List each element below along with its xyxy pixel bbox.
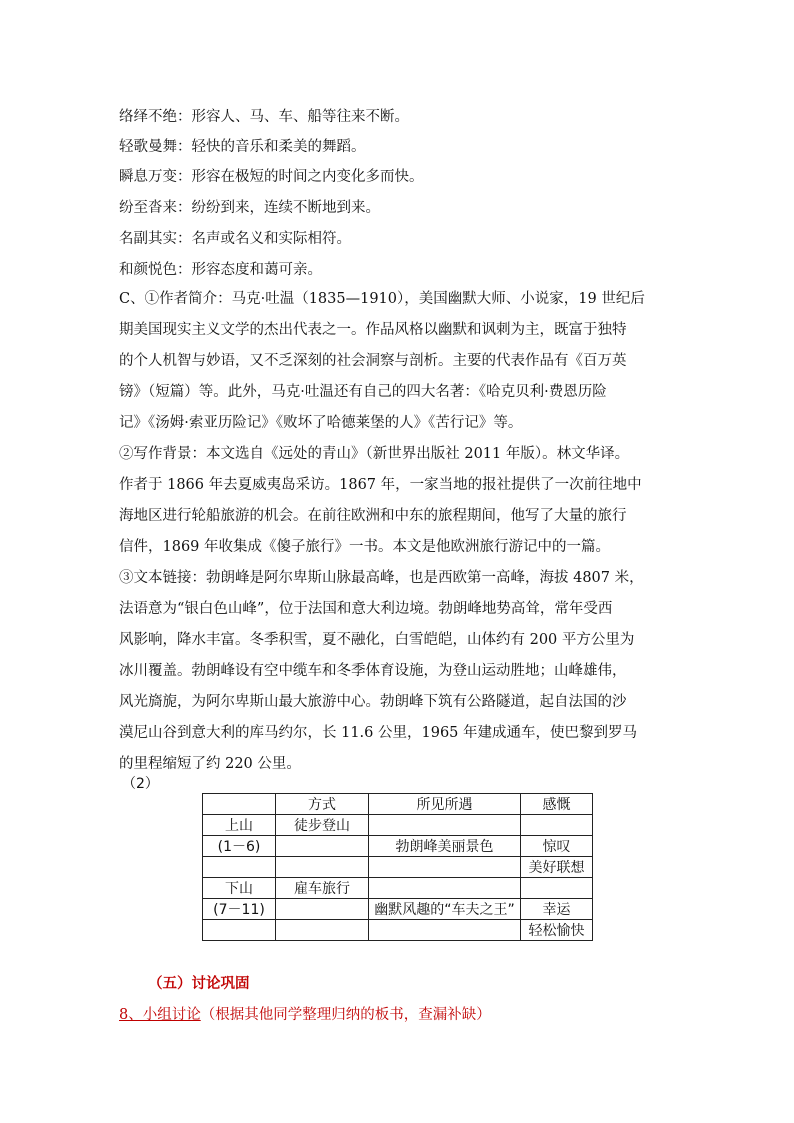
vocab-item: 名副其实：名声或名义和实际相符。 <box>119 231 351 247</box>
author-intro-line: 的个人机智与妙语，又不乏深刻的社会洞察与剖析。主要的代表作品有《百万英 <box>119 353 627 369</box>
table-header-cell: 感慨 <box>521 794 593 815</box>
table-row <box>203 836 593 857</box>
vocab-item: 轻歌曼舞：轻快的音乐和柔美的舞蹈。 <box>119 139 366 155</box>
table-cell <box>276 857 369 878</box>
table-label: （2） <box>122 776 159 792</box>
table-cell <box>203 857 276 878</box>
vocab-item: 和颜悦色：形容态度和蔼可亲。 <box>119 262 322 278</box>
table-header-cell: 所见所遇 <box>369 794 521 815</box>
table-cell: 雇车旅行 <box>276 878 369 899</box>
writing-background-line: 海地区进行轮船旅游的机会。在前往欧洲和中东的旅程期间，他写了大量的旅行 <box>119 508 627 524</box>
table-cell <box>276 920 369 941</box>
text-link-line: 的里程缩短了约 220 公里。 <box>119 756 301 772</box>
table-cell: 美好联想 <box>521 857 593 878</box>
author-intro-line: C、①作者简介：马克·吐温（1835—1910），美国幽默大师、小说家，19 世纪后 <box>119 291 645 307</box>
author-intro <box>119 289 679 444</box>
table-cell: 勃朗峰美丽景色 <box>369 836 521 857</box>
table-cell: (7－11) <box>203 899 276 920</box>
table-cell <box>276 836 369 857</box>
text-link-line: 漠尼山谷到意大利的库马约尔，长 11.6 公里，1965 年建成通车，使巴黎到罗马 <box>119 725 638 741</box>
text-link-line: 风影响，降水丰富。冬季积雪，夏不融化，白雪皑皑，山体约有 200 平方公里为 <box>119 632 635 648</box>
discussion-prompt <box>119 1003 491 1024</box>
writing-background-line: 信件，1869 年收集成《傻子旅行》一书。本文是他欧洲旅行游记中的一篇。 <box>119 539 611 555</box>
text-link-line: 法语意为“银白色山峰”，位于法国和意大利边境。勃朗峰地势高耸，常年受西 <box>119 601 613 617</box>
table-cell: 上山 <box>203 815 276 836</box>
text-link-line: 风光旖旎，为阿尔卑斯山最大旅游中心。勃朗峰下筑有公路隧道，起自法国的沙 <box>119 694 627 710</box>
discussion-prefix: 8、小组讨论 <box>119 1007 201 1023</box>
table-cell: 徒步登山 <box>276 815 369 836</box>
table-cell <box>369 920 521 941</box>
table-header-cell <box>203 794 276 815</box>
table-header-row <box>203 794 593 815</box>
table-cell: 惊叹 <box>521 836 593 857</box>
writing-background-line: ②写作背景：本文选自《远处的青山》（新世界出版社 2011 年版）。林文华译。 <box>119 446 630 462</box>
table-header-cell: 方式 <box>276 794 369 815</box>
vocab-item: 瞬息万变：形容在极短的时间之内变化多而快。 <box>119 169 424 185</box>
table-cell <box>521 878 593 899</box>
text-link <box>119 568 679 785</box>
table-cell: 幽默风趣的“车夫之王” <box>369 899 521 920</box>
table-cell <box>369 878 521 899</box>
author-intro-line: 记》《汤姆·索亚历险记》《败坏了哈德莱堡的人》《苦行记》等。 <box>119 415 523 431</box>
text-link-line: 冰川覆盖。勃朗峰设有空中缆车和冬季体育设施，为登山运动胜地；山峰雄伟， <box>119 663 627 679</box>
table-cell: 轻松愉快 <box>521 920 593 941</box>
vocab-item: 络绎不绝：形容人、马、车、船等往来不断。 <box>119 109 409 125</box>
summary-table <box>202 793 593 941</box>
table-cell <box>203 920 276 941</box>
table-cell: (1－6) <box>203 836 276 857</box>
table-row <box>203 878 593 899</box>
table-cell: 下山 <box>203 878 276 899</box>
vocab-item: 纷至沓来：纷纷到来，连续不断地到来。 <box>119 200 380 216</box>
author-intro-line: 镑》（短篇）等。此外，马克·吐温还有自己的四大名著：《哈克贝利·费恩历险 <box>119 384 607 400</box>
text-link-line: ③文本链接：勃朗峰是阿尔卑斯山脉最高峰，也是西欧第一高峰，海拔 4807 米， <box>119 570 644 586</box>
writing-background-line: 作者于 1866 年去夏威夷岛采访。1867 年，一家当地的报社提供了一次前往地中 <box>119 477 642 493</box>
table-row <box>203 920 593 941</box>
table-cell <box>369 857 521 878</box>
writing-background <box>119 444 679 568</box>
table-row <box>203 899 593 920</box>
table-cell: 幸运 <box>521 899 593 920</box>
section-title: （五）讨论巩固 <box>148 975 250 992</box>
table-row <box>203 857 593 878</box>
discussion-note: （根据其他同学整理归纳的板书，查漏补缺） <box>200 1007 491 1023</box>
table-cell <box>369 815 521 836</box>
table-cell <box>521 815 593 836</box>
table-row <box>203 815 593 836</box>
table-cell <box>276 899 369 920</box>
author-intro-line: 期美国现实主义文学的杰出代表之一。作品风格以幽默和讽刺为主，既富于独特 <box>119 322 627 338</box>
